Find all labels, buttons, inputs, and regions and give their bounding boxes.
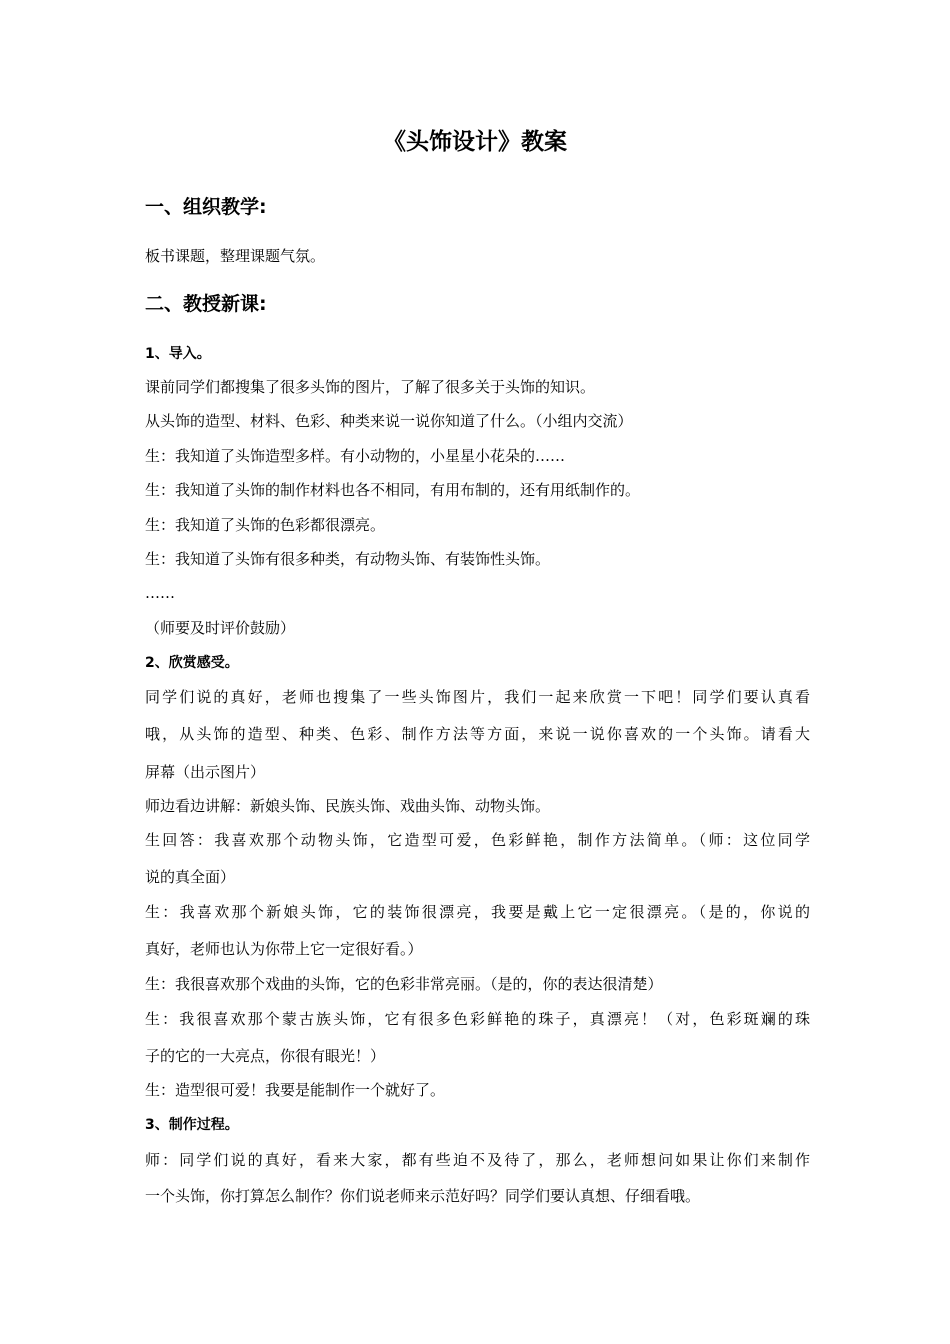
paragraph-line: …… bbox=[145, 584, 175, 602]
subsection-heading-appreciate: 2、欣赏感受。 bbox=[145, 655, 239, 671]
paragraph-line: 生回答：我喜欢那个动物头饰，它造型可爱，色彩鲜艳，制作方法简单。（师：这位同学 bbox=[145, 831, 810, 849]
paragraph-line: 真好，老师也认为你带上它一定很好看。） bbox=[145, 940, 423, 958]
paragraph-line: 说的真全面） bbox=[145, 868, 236, 886]
paragraph-line: 子的它的一大亮点，你很有眼光！） bbox=[145, 1047, 386, 1065]
paragraph-line: 生：造型很可爱！我要是能制作一个就好了。 bbox=[145, 1081, 446, 1099]
paragraph-line: 师：同学们说的真好，看来大家，都有些迫不及待了，那么，老师想问如果让你们来制作 bbox=[145, 1151, 810, 1169]
document-title: 《头饰设计》教案 bbox=[383, 129, 567, 155]
paragraph-line: 课前同学们都搜集了很多头饰的图片，了解了很多关于头饰的知识。 bbox=[145, 378, 596, 396]
paragraph-line: 师边看边讲解：新娘头饰、民族头饰、戏曲头饰、动物头饰。 bbox=[145, 797, 551, 815]
paragraph-line: 同学们说的真好，老师也搜集了一些头饰图片，我们一起来欣赏一下吧！同学们要认真看 bbox=[145, 688, 810, 706]
section-heading-organize: 一、组织教学: bbox=[145, 196, 267, 218]
paragraph-line: 屏幕（出示图片） bbox=[145, 763, 266, 781]
paragraph-line: 生：我很喜欢那个蒙古族头饰，它有很多色彩鲜艳的珠子，真漂亮！（对，色彩斑斓的珠 bbox=[145, 1010, 810, 1028]
paragraph-line: 生：我知道了头饰有很多种类，有动物头饰、有装饰性头饰。 bbox=[145, 550, 551, 568]
paragraph-line: 生：我喜欢那个新娘头饰，它的装饰很漂亮，我要是戴上它一定很漂亮。（是的，你说的 bbox=[145, 903, 810, 921]
paragraph-line: （师要及时评价鼓励） bbox=[145, 619, 296, 637]
subsection-heading-intro: 1、导入。 bbox=[145, 346, 211, 362]
paragraph-line: 板书课题，整理课题气氛。 bbox=[145, 247, 326, 265]
paragraph-line: 哦，从头饰的造型、种类、色彩、制作方法等方面，来说一说你喜欢的一个头饰。请看大 bbox=[145, 725, 810, 743]
paragraph-line: 生：我知道了头饰的色彩都很漂亮。 bbox=[145, 516, 386, 534]
paragraph-line: 一个头饰，你打算怎么制作？你们说老师来示范好吗？同学们要认真想、仔细看哦。 bbox=[145, 1187, 701, 1205]
subsection-heading-making: 3、制作过程。 bbox=[145, 1117, 239, 1133]
paragraph-line: 从头饰的造型、材料、色彩、种类来说一说你知道了什么。（小组内交流） bbox=[145, 412, 633, 430]
paragraph-line: 生：我知道了头饰的制作材料也各不相同，有用布制的，还有用纸制作的。 bbox=[145, 481, 641, 499]
paragraph-line: 生：我很喜欢那个戏曲的头饰，它的色彩非常亮丽。（是的，你的表达很清楚） bbox=[145, 975, 663, 993]
paragraph-line: 生：我知道了头饰造型多样。有小动物的，小星星小花朵的…… bbox=[145, 447, 566, 465]
section-heading-teach: 二、教授新课: bbox=[145, 293, 267, 315]
